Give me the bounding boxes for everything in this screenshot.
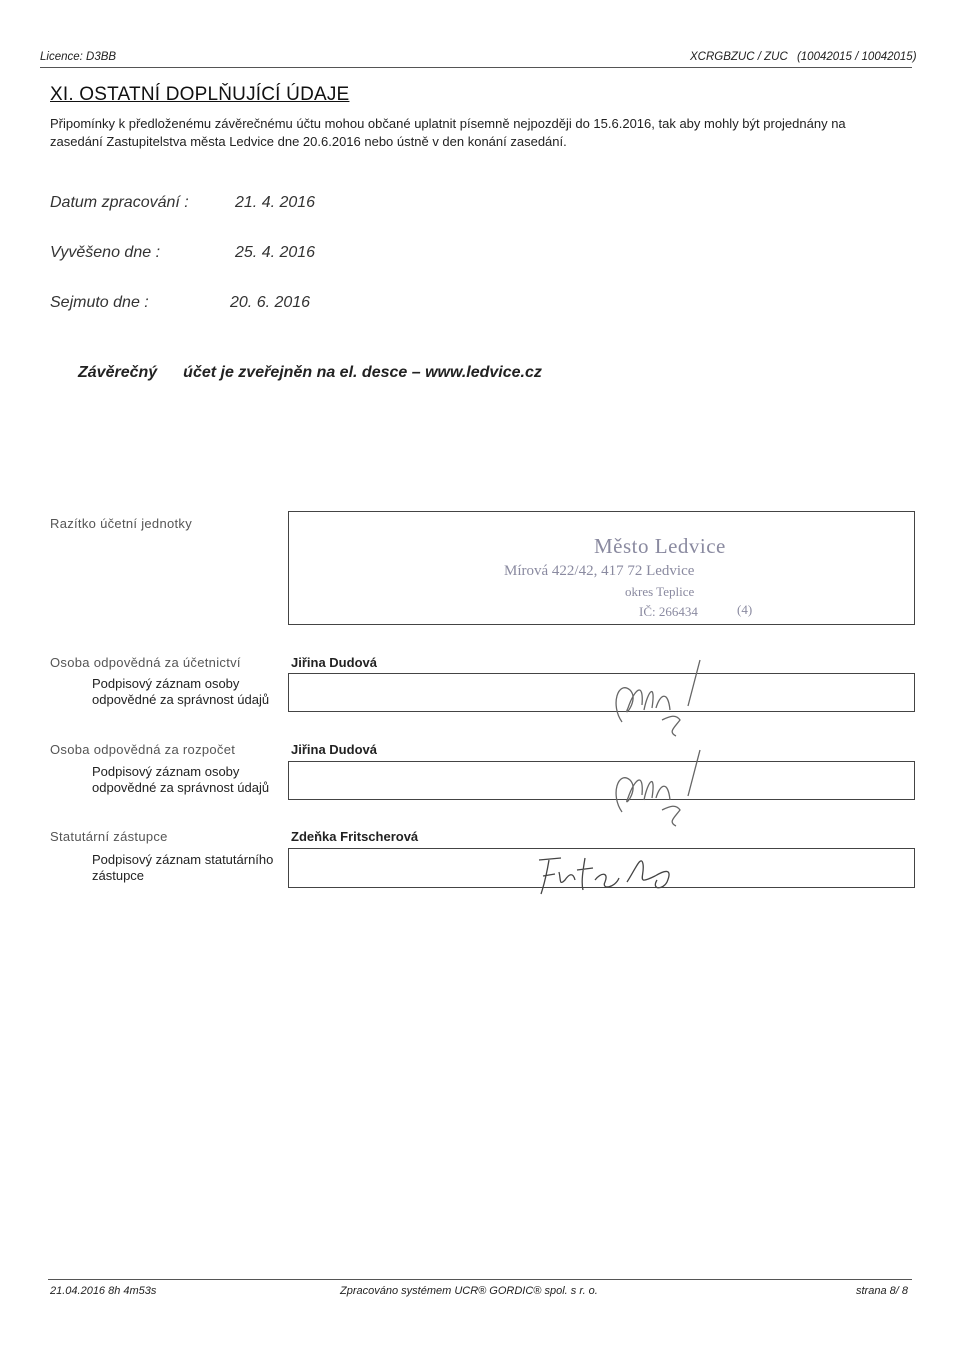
caption-line: odpovědné za správnost údajů	[92, 780, 270, 795]
signatory-role: Osoba odpovědná za rozpočet	[50, 742, 236, 757]
section-title: XI. OSTATNÍ DOPLŇUJÍCÍ ÚDAJE	[50, 84, 350, 105]
processed-date-value: 21. 4. 2016	[235, 194, 316, 211]
footer-rule	[48, 1279, 912, 1280]
removed-date-label: Sejmuto dne :	[50, 294, 149, 311]
signature-caption	[92, 676, 269, 708]
publication-notice	[78, 364, 542, 382]
page-number: strana 8/ 8	[856, 1285, 908, 1297]
caption-line: odpovědné za správnost údajů	[92, 692, 270, 707]
comments-paragraph	[50, 115, 910, 151]
report-period: (10042015 / 10042015)	[796, 51, 917, 63]
removed-date-value: 20. 6. 2016	[230, 294, 311, 311]
caption-line: Podpisový záznam osoby	[92, 676, 240, 691]
report-id: XCRGBZUC / ZUC	[690, 51, 788, 63]
signature-caption	[92, 764, 269, 796]
signatory-role: Osoba odpovědná za účetnictví	[50, 655, 241, 670]
signatory-role: Statutární zástupce	[50, 829, 168, 844]
stamp-label: Razítko účetní jednotky	[50, 516, 193, 531]
header-rule	[40, 67, 912, 68]
stamp-line: Město Ledvice	[594, 534, 726, 558]
caption-line: zástupce	[92, 868, 145, 883]
posted-date-label: Vyvěšeno dne :	[50, 244, 161, 261]
notice-part: účet je zveřejněn na el. desce – www.ledvice.cz	[183, 364, 542, 381]
stamp-box	[288, 511, 915, 625]
report-code	[690, 51, 917, 63]
stamp-line: IČ: 266434	[639, 604, 698, 619]
paragraph-line: Připomínky k předloženému závěrečnému účtu mohou občané uplatnit písemně nejpozději do 15.6.2016, tak aby mohly být projednány na	[50, 116, 846, 131]
stamp-line: okres Teplice	[625, 584, 695, 599]
caption-line: Podpisový záznam statutárního	[92, 852, 274, 867]
signatory-name: Zdeňka Fritscherová	[291, 829, 419, 844]
signatory-name: Jiřina Dudová	[291, 742, 377, 757]
stamp-line: Mírová 422/42, 417 72 Ledvice	[504, 563, 695, 579]
handwritten-signature	[535, 850, 695, 900]
stamp-number: (4)	[737, 602, 753, 617]
footer-timestamp: 21.04.2016 8h 4m53s	[50, 1285, 157, 1297]
caption-line: Podpisový záznam osoby	[92, 764, 240, 779]
handwritten-signature	[600, 650, 710, 740]
signature-caption	[92, 852, 273, 884]
paragraph-line: zasedání Zastupitelstva města Ledvice dne 20.6.2016 nebo ústně v den konání zasedání.	[50, 134, 567, 149]
handwritten-signature	[600, 740, 710, 830]
signatory-name: Jiřina Dudová	[291, 655, 377, 670]
notice-part: Závěrečný	[78, 364, 158, 381]
processed-date-label: Datum zpracování :	[50, 194, 189, 211]
licence-code: Licence: D3BB	[40, 51, 117, 63]
posted-date-value: 25. 4. 2016	[235, 244, 316, 261]
footer-system: Zpracováno systémem UCR® GORDIC® spol. s r. o.	[340, 1285, 598, 1297]
